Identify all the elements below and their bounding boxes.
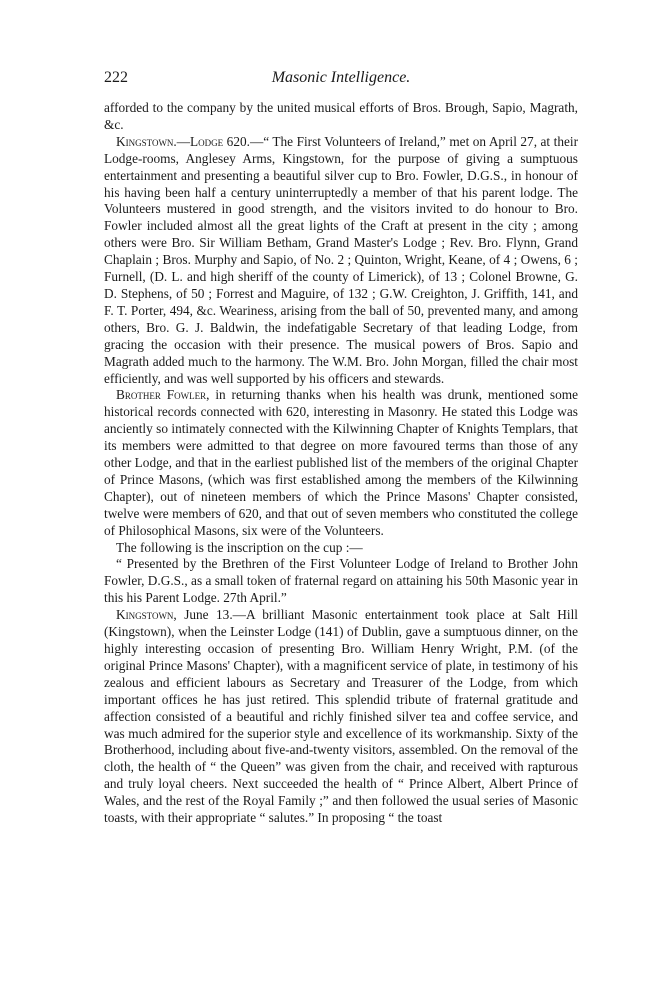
page-header (104, 70, 578, 90)
section-lead: Brother Fowler, (116, 387, 210, 403)
paragraph-kingstown-june: Kingstown, June 13.—A brilliant Masonic entertainment took place at Salt Hill (Kingstown), when the Leinster Lodge (141) of Dublin, gave a sumptuous dinner, on the highly interesting occasion of presenting Bro. William Henry Wright, P.M. (of the original Prince Masons' Chapter), with a magnificent service of plate, in testimony of his zealous and efficient labours as Secretary and Treasurer of the Lodge, from which important offices he has just retired. This splendid tribute of fraternal gratitude and affection consisted of a beautiful and richly finished silver tea and coffee service, and was much admired for the superior style and excellence of its workmanship. Sixty of the Brotherhood, including about five-and-twenty visitors, assembled. On the removal of the cloth, the health of “ the Queen” was given from the chair, and received with rapturous and truly loyal cheers. Next succeeded the health of “ Prince Albert, Albert Prince of Wales, and the rest of the Royal Family ;” and then followed the usual series of Masonic toasts, with their appropriate “ salutes.” In proposing “ the toast (104, 607, 578, 826)
paragraph-kingstown-lodge-620: Kingstown.—Lodge 620.—“ The First Volunteers of Ireland,” met on April 27, at their Lodge-rooms, Anglesey Arms, Kingstown, for the purpose of giving a sumptuous entertainment and presenting a beautiful silver cup to Bro. Fowler, D.G.S., in honour of his having been half a century uninterruptedly a member of that his parent lodge. The Volunteers mustered in good strength, and the visitors invited to do honour to Bro. Fowler included almost all the great lights of the Craft at present in the city ; among others were Bro. Sir William Betham, Grand Master's Lodge ; Rev. Bro. Flynn, Grand Chaplain ; Bros. Murphy and Sapio, of No. 2 ; Quinton, Wright, Keane, of 4 ; Owens, 6 ; Furnell, (D. L. and high sheriff of the county of Limerick), of 13 ; Colonel Browne, G. D. Stephens, of 50 ; Forrest and Maguire, of 132 ; G.W. Creighton, J. Griffith, 141, and F. T. Porter, 494, &c. Weariness, arising from the ball of 50, prevented many, and among others, Bro. G. J. Baldwin, the indefatigable Secretary of that leading Lodge, from gracing the occasion with their presence. The musical powers of Bros. Sapio and Magrath added much to the harmony. The W.M. Bro. John Morgan, filled the chair most efficiently, and was well supported by his officers and stewards. (104, 133, 578, 386)
section-lead: Kingstown.—Lodge 620.— (116, 133, 264, 149)
paragraph-brother-fowler: Brother Fowler, in returning thanks when his health was drunk, mentioned some historical records connected with 620, interesting in Masonry. He stated this Lodge was anciently so intimately connected with the Kilwinning Chapter of Knights Templars, that its members were admitted to that degree on more favoured terms than those of any other Lodge, and that in the earliest published list of the members of the original Chapter of Prince Masons, (which was first established among the members of the Kilwinning Chapter), out of nineteen members of which the Prince Masons' Chapter consisted, twelve were members of 620, and that out of seven members who constituted the college of Philosophical Masons, six were of the Volunteers. (104, 387, 578, 538)
paragraph-continuation: afforded to the company by the united musical efforts of Bros. Brough, Sapio, Magrath, &c. (104, 100, 578, 132)
section-lead: Kingstown, (116, 607, 177, 623)
running-title: Masonic Intelligence. (271, 69, 411, 86)
paragraph-inscription: “ Presented by the Brethren of the First Volunteer Lodge of Ireland to Brother John Fowler, D.G.S., as a small token of fraternal regard on attaining his 50th Masonic year in this his Parent Lodge. 27th April.” (104, 556, 578, 606)
paragraph-inscription-intro: The following is the inscription on the cup :— (116, 539, 363, 555)
document-page (104, 70, 578, 827)
page-number: 222 (104, 69, 128, 86)
